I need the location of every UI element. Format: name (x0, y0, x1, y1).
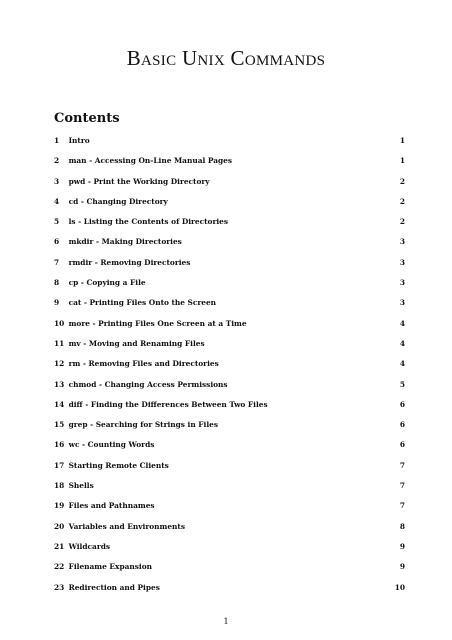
toc-entry[interactable] (54, 537, 405, 557)
toc-entry-page: 10 (394, 582, 405, 592)
toc-entry-number: 18 (54, 481, 65, 491)
toc-entry-page: 5 (399, 379, 405, 389)
toc-entry-number: 20 (54, 521, 65, 531)
toc-entry-page: 7 (399, 501, 405, 511)
toc-entry-number: 14 (54, 399, 65, 409)
toc-entry-label (54, 496, 155, 516)
page-number: 1 (223, 617, 229, 626)
document-title: Basic Unix Commands (126, 46, 326, 70)
toc-entry[interactable] (54, 395, 405, 415)
toc-entry-page: 9 (399, 541, 405, 551)
toc-entry-title: diff - Finding the Differences Between Two Files (68, 399, 268, 409)
toc-entry[interactable] (54, 151, 405, 171)
toc-entry-title: Variables and Environments (68, 521, 186, 531)
toc-entry-page: 7 (399, 481, 405, 491)
toc-entry-label (54, 537, 110, 557)
toc-entry-title: rmdir - Removing Directories (68, 257, 191, 267)
toc-entry-title: pwd - Print the Working Directory (68, 176, 210, 186)
toc-entry-title: chmod - Changing Access Permissions (68, 379, 228, 389)
toc-entry-label (54, 172, 210, 192)
toc-entry-title: man - Accessing On-Line Manual Pages (68, 156, 233, 166)
toc-entry-page: 3 (399, 298, 405, 308)
toc-entry-number: 17 (54, 460, 65, 470)
toc-entry-page: 4 (399, 318, 405, 328)
toc-entry-title: Wildcards (68, 541, 111, 551)
toc-entry-page: 2 (399, 217, 405, 227)
toc-entry[interactable] (54, 131, 405, 151)
toc-entry-label (54, 151, 232, 171)
toc-entry[interactable] (54, 354, 405, 374)
toc-entry-page: 4 (399, 359, 405, 369)
toc-entry-number: 10 (54, 318, 65, 328)
toc-entry[interactable] (54, 334, 405, 354)
toc-entry-label (54, 395, 268, 415)
toc-entry-label (54, 293, 216, 313)
toc-entry[interactable] (54, 253, 405, 273)
toc-entry-title: Redirection and Pipes (68, 582, 160, 592)
toc-entry-number: 15 (54, 420, 65, 430)
toc-entry-page: 2 (399, 196, 405, 206)
toc-entry[interactable] (54, 415, 405, 435)
contents-heading: Contents (54, 111, 120, 126)
toc-entry-number: 19 (54, 501, 65, 511)
toc-entry-title: Files and Pathnames (68, 501, 155, 511)
toc-entry-page: 8 (399, 521, 405, 531)
toc-entry-page: 3 (399, 237, 405, 247)
toc-entry-label (54, 131, 90, 151)
toc-entry-number: 7 (54, 257, 60, 267)
toc-entry-number: 13 (54, 379, 65, 389)
toc-entry[interactable] (54, 273, 405, 293)
toc-entry-number: 21 (54, 541, 65, 551)
toc-entry-number: 5 (54, 217, 60, 227)
toc-entry-title: wc - Counting Words (68, 440, 155, 450)
toc-entry-number: 23 (54, 582, 65, 592)
toc-entry-label (54, 375, 228, 395)
toc-entry-label (54, 192, 168, 212)
table-of-contents (54, 131, 405, 598)
toc-entry-page: 1 (399, 136, 405, 145)
toc-entry-title: Shells (68, 481, 94, 491)
toc-entry[interactable] (54, 476, 405, 496)
toc-entry-page: 6 (399, 399, 405, 409)
toc-entry[interactable] (54, 314, 405, 334)
toc-entry-label (54, 415, 218, 435)
toc-entry-title: Intro (68, 136, 90, 145)
toc-entry-title: cp - Copying a File (68, 278, 146, 288)
toc-entry-label (54, 314, 247, 334)
toc-entry-number: 9 (54, 298, 60, 308)
toc-entry[interactable] (54, 232, 405, 252)
toc-entry-number: 3 (54, 176, 60, 186)
toc-entry[interactable] (54, 293, 405, 313)
toc-entry-number: 6 (54, 237, 60, 247)
toc-entry-label (54, 435, 154, 455)
toc-entry-page: 1 (399, 156, 405, 166)
toc-entry[interactable] (54, 212, 405, 232)
toc-entry-label (54, 517, 185, 537)
toc-entry-page: 6 (399, 440, 405, 450)
toc-entry-title: more - Printing Files One Screen at a Time (68, 318, 247, 328)
toc-entry-label (54, 253, 190, 273)
toc-entry-title: cat - Printing Files Onto the Screen (68, 298, 217, 308)
toc-entry-label (54, 212, 228, 232)
toc-entry-page: 6 (399, 420, 405, 430)
toc-entry[interactable] (54, 496, 405, 516)
toc-entry[interactable] (54, 578, 405, 598)
toc-entry[interactable] (54, 456, 405, 476)
toc-entry-page: 3 (399, 278, 405, 288)
toc-entry-label (54, 354, 219, 374)
toc-entry-title: Filename Expansion (68, 562, 153, 572)
toc-entry-title: rm - Removing Files and Directories (68, 359, 219, 369)
toc-entry-title: mv - Moving and Renaming Files (68, 338, 205, 348)
toc-entry-number: 2 (54, 156, 60, 166)
toc-entry-number: 16 (54, 440, 65, 450)
toc-entry-page: 9 (399, 562, 405, 572)
toc-entry-label (54, 232, 182, 252)
toc-entry-page: 4 (399, 338, 405, 348)
toc-entry-label (54, 334, 205, 354)
toc-entry-number: 4 (54, 196, 60, 206)
toc-entry[interactable] (54, 192, 405, 212)
toc-entry[interactable] (54, 435, 405, 455)
toc-entry-label (54, 456, 169, 476)
toc-entry-number: 1 (54, 136, 60, 145)
toc-entry[interactable] (54, 517, 405, 537)
toc-entry[interactable] (54, 557, 405, 577)
toc-entry-title: grep - Searching for Strings in Files (68, 420, 219, 430)
toc-entry-page: 3 (399, 257, 405, 267)
toc-entry-number: 22 (54, 562, 65, 572)
toc-entry-title: Starting Remote Clients (68, 460, 169, 470)
toc-entry-label (54, 557, 152, 577)
toc-entry-title: cd - Changing Directory (68, 196, 168, 206)
toc-entry-label (54, 578, 160, 598)
toc-entry-page: 2 (399, 176, 405, 186)
toc-entry-number: 12 (54, 359, 65, 369)
toc-entry-title: mkdir - Making Directories (68, 237, 182, 247)
toc-entry-page: 7 (399, 460, 405, 470)
toc-entry[interactable] (54, 375, 405, 395)
toc-entry-number: 11 (54, 338, 65, 348)
toc-entry-label (54, 476, 94, 496)
toc-entry[interactable] (54, 172, 405, 192)
toc-entry-label (54, 273, 146, 293)
toc-entry-number: 8 (54, 278, 60, 288)
toc-entry-title: ls - Listing the Contents of Directories (68, 217, 229, 227)
